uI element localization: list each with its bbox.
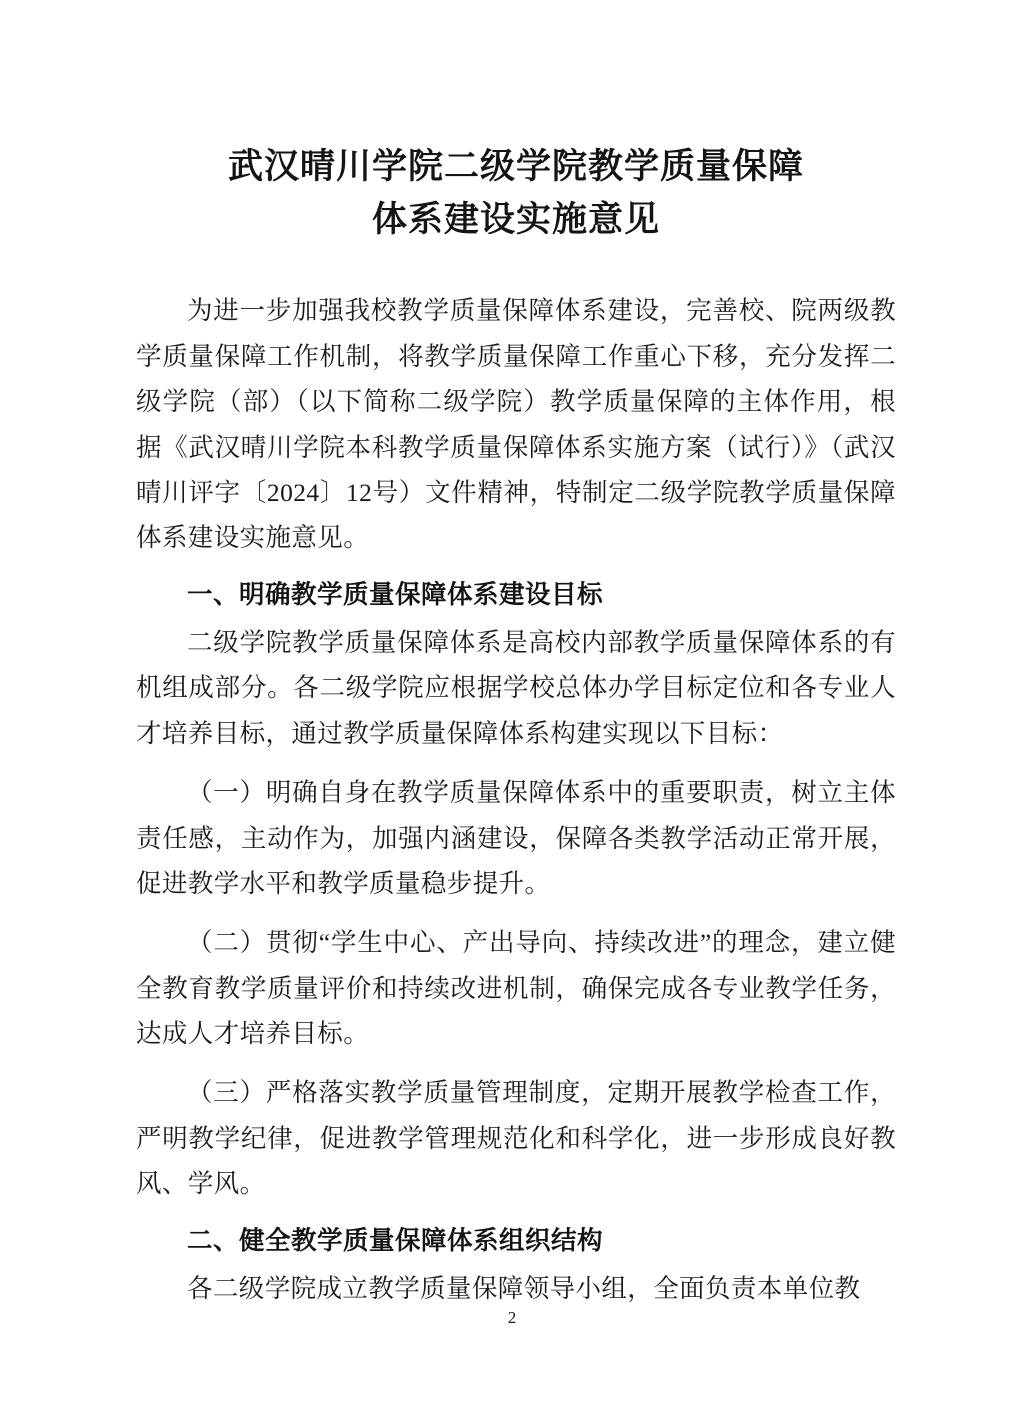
section-1-paragraph-1: 二级学院教学质量保障体系是高校内部教学质量保障体系的有机组成部分。各二级学院应根据学校总体办学目标定位和各专业人才培养目标，通过教学质量保障体系构建实现以下目标：	[136, 628, 896, 748]
page-number: 2	[507, 1308, 517, 1327]
section-1-paragraph-2: （一）明确自身在教学质量保障体系中的重要职责，树立主体责任感，主动作为，加强内涵建设，保障各类教学活动正常开展，促进教学水平和教学质量稳步提升。	[136, 778, 896, 898]
section-1-paragraph-3: （二）贯彻“学生中心、产出导向、持续改进”的理念，建立健全教育教学质量评价和持续改进机制，确保完成各专业教学任务，达成人才培养目标。	[136, 928, 896, 1048]
section-1-paragraph-4: （三）严格落实教学质量管理制度，定期开展教学检查工作，严明教学纪律，促进教学管理规范化和科学化，进一步形成良好教风、学风。	[136, 1078, 896, 1199]
preamble-paragraph: 为进一步加强我校教学质量保障体系建设，完善校、院两级教学质量保障工作机制，将教学质量保障工作重心下移，充分发挥二级学院（部）（以下简称二级学院）教学质量保障的主体作用，根据《武汉晴川学院本科教学质量保障体系实施方案（试行）》（武汉晴川评字〔2024〕12号）文件精神，特制定二级学院教学质量保障体系建设实施意见。	[136, 296, 896, 553]
title-line-1: 武汉晴川学院二级学院教学质量保障	[227, 147, 804, 186]
document-content	[136, 0, 896, 1311]
section-heading-2: 二、健全教学质量保障体系组织结构	[187, 1226, 604, 1255]
section-2-paragraph-1: 各二级学院成立教学质量保障领导小组，全面负责本单位教	[187, 1273, 861, 1303]
section-heading-1: 一、明确教学质量保障体系建设目标	[187, 580, 604, 609]
document-body	[136, 288, 896, 1311]
page-title	[136, 0, 896, 246]
title-line-2: 体系建设实施意见	[371, 200, 660, 240]
